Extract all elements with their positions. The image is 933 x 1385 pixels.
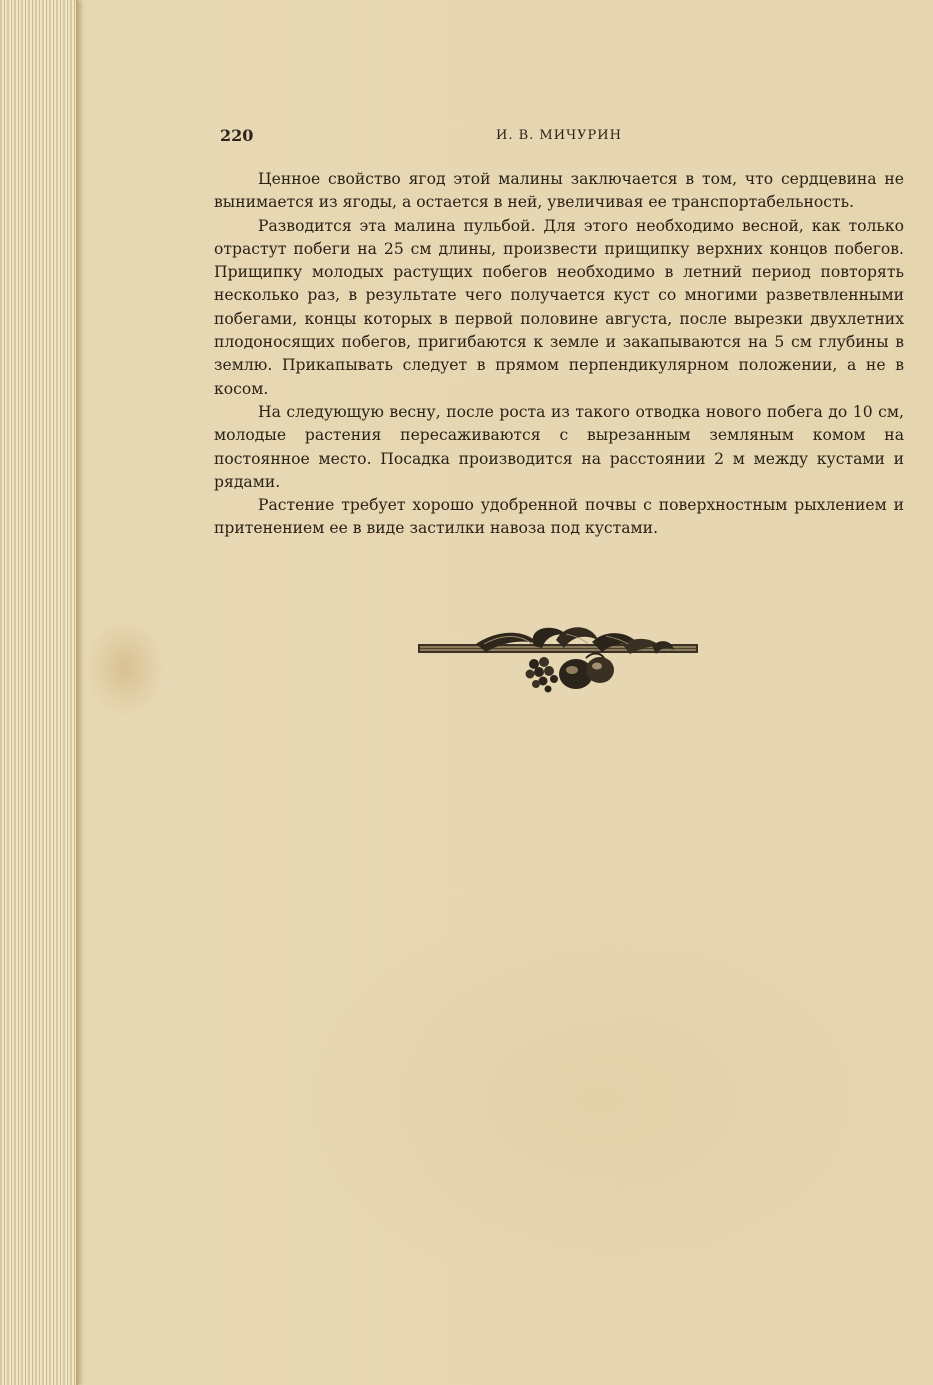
paragraph: Растение требует хорошо удобренной почвы с поверхностным рыхлением и притенением ее в виде застилки навоза под кустами. xyxy=(214,496,904,538)
running-head-author: И. В. МИЧУРИН xyxy=(496,128,622,143)
paragraph: Ценное свойство ягод этой малины заключается в том, что сердцевина не вынимается из ягоды, а остается в ней, увеличивая ее транспортабельность. xyxy=(214,170,904,212)
fruit-vignette-icon xyxy=(416,622,700,696)
body-text xyxy=(214,168,904,541)
page-edges xyxy=(0,0,78,1385)
paragraph: На следующую весну, после роста из такого отводка нового побега до 10 см, молодые растения пересаживаются с вырезанным земляным комом на постоянное место. Посадка производится на расстоянии 2 м между кустами и рядами. xyxy=(214,402,904,491)
paragraph: Разводится эта малина пульбой. Для этого необходимо весной, как только отрастут побеги на 25 см длины, произвести прищипку верхних концов побегов. Прищипку молодых растущих побегов необходимо в летний период повторять несколько раз, в результате чего получается куст со многими разветвленными побегами, концы которых в первой половине августа, после вырезки двухлетних плодоносящих побегов, пригибаются к земле и закапываются на 5 см глубины в землю. Прикапывать следует в прямом перпендикулярном положении, а не в косом. xyxy=(214,216,904,398)
running-head xyxy=(220,126,910,148)
page-number: 220 xyxy=(220,126,254,145)
